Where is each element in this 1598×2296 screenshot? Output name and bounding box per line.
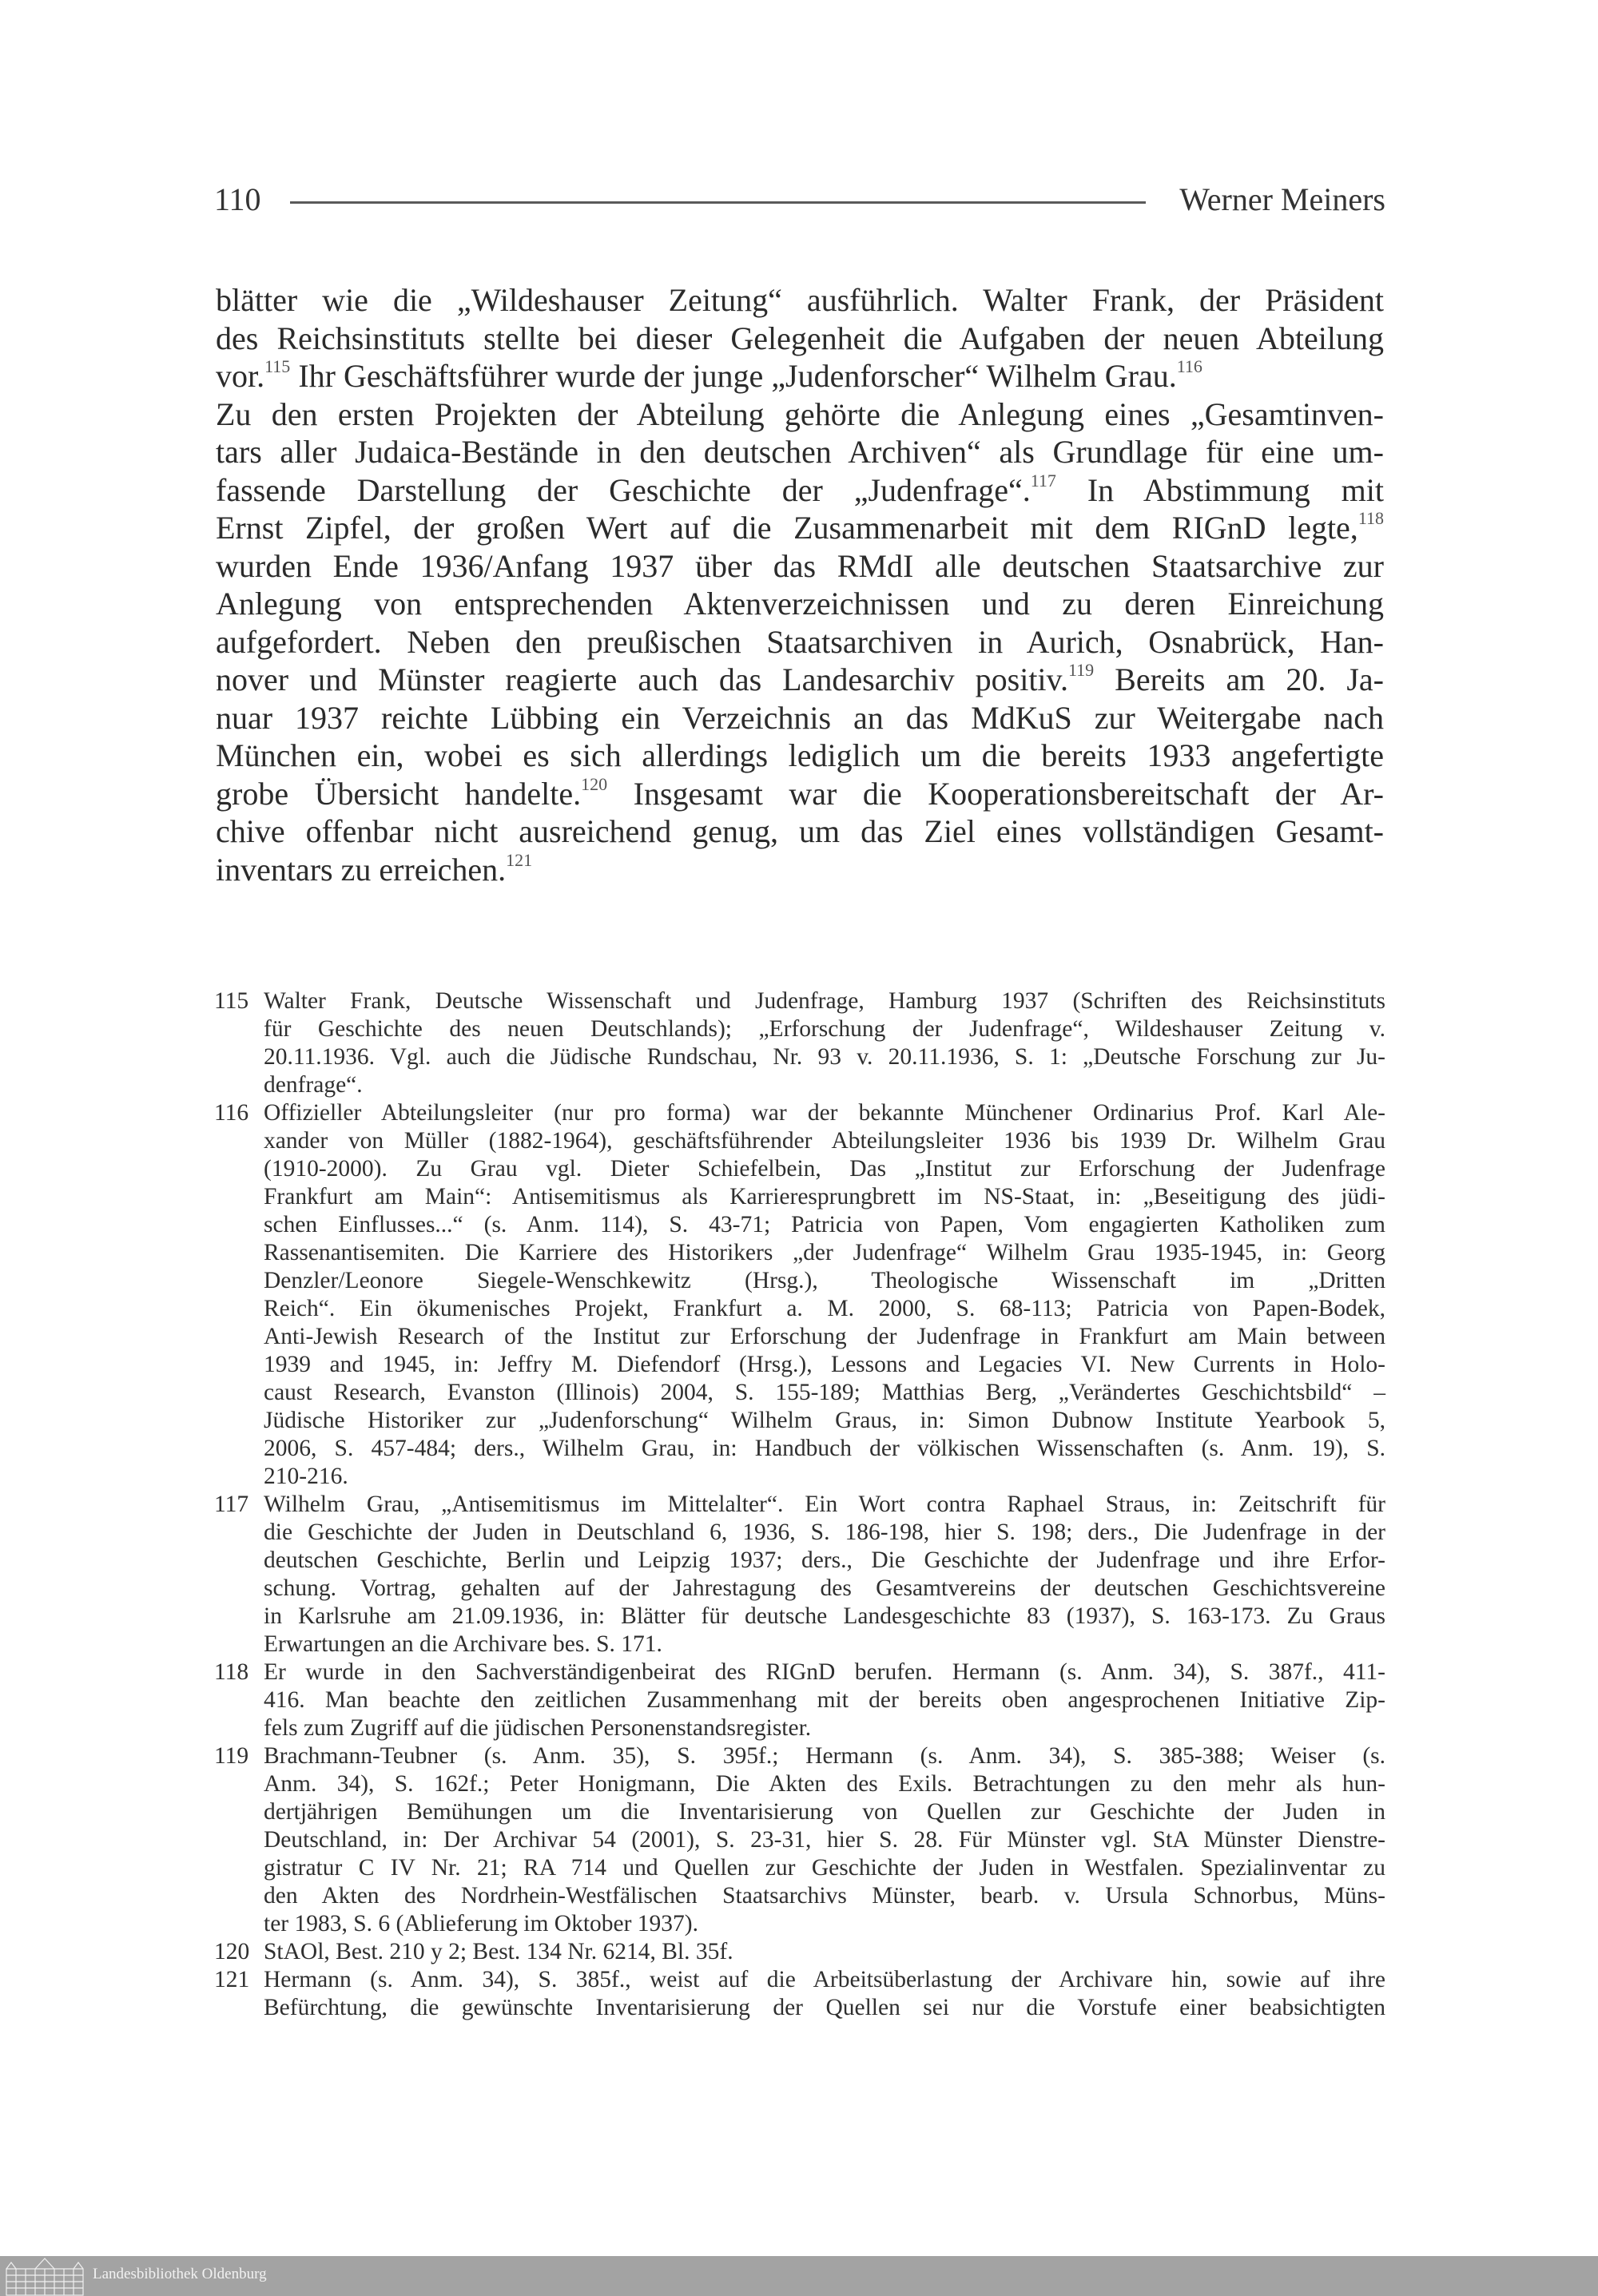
body-line-text: wurden Ende 1936/Anfang 1937 über das RMdI alle deutschen Staatsarchive zur — [216, 547, 1384, 584]
library-footer-bar — [0, 2256, 1598, 2296]
body-line — [216, 585, 1384, 623]
footnote-line: schen Einflusses...“ (s. Anm. 114), S. 43-71; Patricia von Papen, Vom engagierten Katholiken zum — [264, 1212, 1385, 1237]
footnote-116 — [214, 1099, 1385, 1491]
footnote-number: 117 — [214, 1492, 249, 1517]
footnote-line: StAOl, Best. 210 y 2; Best. 134 Nr. 6214, Bl. 35f. — [264, 1939, 733, 1964]
footnote-115 — [214, 987, 1385, 1099]
footnote-line: Hermann (s. Anm. 34), S. 385f., weist auf die Arbeitsüberlastung der Archivare hin, sowie auf ihre — [264, 1967, 1385, 1992]
footnote-line: 416. Man beachte den zeitlichen Zusammenhang mit der bereits oben angesprochenen Initiative Zip- — [264, 1687, 1385, 1713]
body-paragraphs — [216, 281, 1384, 888]
footnote-line: caust Research, Evanston (Illinois) 2004, S. 155-189; Matthias Berg, „Verändertes Geschichtsbild“ – — [264, 1380, 1385, 1405]
body-line-text: fassende Darstellung der Geschichte der „Judenfrage“. — [216, 471, 1031, 508]
footnote-ref-120[interactable]: 120 — [581, 773, 608, 794]
footnote-line: den Akten des Nordrhein-Westfälischen Staatsarchivs Münster, bearb. v. Ursula Schnorbus, Müns- — [264, 1883, 1385, 1909]
footnote-line: gistratur C IV Nr. 21; RA 714 und Quellen zur Geschichte der Juden in Westfalen. Spezialinventar zu — [264, 1855, 1385, 1881]
body-line-text: tars aller Judaica-Bestände in den deutschen Archiven“ als Grundlage für eine um- — [216, 434, 1384, 470]
footnote-119 — [214, 1742, 1385, 1938]
footnote-number: 121 — [214, 1967, 250, 1992]
library-name: Landesbibliothek Oldenburg — [93, 2266, 267, 2282]
footnote-line: in Karlsruhe am 21.09.1936, in: Blätter für deutsche Landesgeschichte 83 (1937), S. 163-173. Zu Graus — [264, 1603, 1385, 1629]
running-head-author: Werner Meiners — [1179, 181, 1385, 217]
page-header — [214, 177, 1385, 225]
footnote-number: 115 — [214, 988, 249, 1014]
body-line — [216, 775, 1384, 813]
footnote-117 — [214, 1491, 1385, 1658]
body-line-text: des Reichsinstituts stellte bei dieser Gelegenheit die Aufgaben der neuen Abteilung — [216, 320, 1384, 356]
footnote-line: Er wurde in den Sachverständigenbeirat des RIGnD berufen. Hermann (s. Anm. 34), S. 387f., 411- — [264, 1659, 1385, 1685]
footnote-line: dertjährigen Bemühungen um die Inventarisierung von Quellen zur Geschichte der Juden in — [264, 1799, 1385, 1825]
footnote-ref-118[interactable]: 118 — [1358, 508, 1384, 528]
body-line-text: Ihr Geschäftsführer wurde der junge „Judenforscher“ Wilhelm Grau. — [290, 358, 1177, 394]
body-line — [216, 661, 1384, 699]
footnote-line: Deutschland, in: Der Archivar 54 (2001), S. 23-31, hier S. 28. Für Münster vgl. StA Münster Dienstre- — [264, 1827, 1385, 1853]
body-line — [216, 623, 1384, 661]
footnote-line: Wilhelm Grau, „Antisemitismus im Mittelalter“. Ein Wort contra Raphael Straus, in: Zeitschrift für — [264, 1492, 1385, 1517]
footnote-line: Befürchtung, die gewünschte Inventarisierung der Quellen sei nur die Vorstufe einer beabsichtigten — [264, 1995, 1385, 2020]
footnote-number: 116 — [214, 1100, 249, 1126]
footnote-120 — [214, 1938, 1385, 1966]
footnote-line: 210-216. — [264, 1464, 348, 1489]
footnote-line: xander von Müller (1882-1964), geschäftsführender Abteilungsleiter 1936 bis 1939 Dr. Wilhelm Grau — [264, 1128, 1385, 1154]
body-line — [216, 395, 1384, 434]
body-line-text: aufgefordert. Neben den preußischen Staatsarchiven in Aurich, Osnabrück, Han- — [216, 623, 1384, 660]
body-line — [216, 851, 1384, 889]
footnote-line: die Geschichte der Juden in Deutschland 6, 1936, S. 186-198, hier S. 198; ders., Die Judenfrage in der — [264, 1519, 1385, 1545]
body-line-text: chive offenbar nicht ausreichend genug, um das Ziel eines vollständigen Gesamt- — [216, 813, 1384, 849]
footnote-line: Erwartungen an die Archivare bes. S. 171. — [264, 1631, 662, 1657]
body-line — [216, 357, 1384, 395]
footnote-ref-115[interactable]: 115 — [264, 356, 291, 376]
body-line-text: Insgesamt war die Kooperationsbereitschaft der Ar- — [607, 775, 1384, 812]
footnote-118 — [214, 1658, 1385, 1742]
footnote-ref-119[interactable]: 119 — [1067, 660, 1095, 680]
body-line-text: München ein, wobei es sich allerdings lediglich um die bereits 1933 angefertigte — [216, 737, 1384, 773]
footnote-number: 118 — [214, 1659, 249, 1685]
footnote-line: (1910-2000). Zu Grau vgl. Dieter Schiefelbein, Das „Institut zur Erforschung der Judenfrage — [264, 1156, 1385, 1182]
footnote-line: 1939 and 1945, in: Jeffry M. Diefendorf (Hrsg.), Lessons and Legacies VI. New Currents in Holo- — [264, 1352, 1385, 1377]
body-line-text: blätter wie die „Wildeshauser Zeitung“ ausführlich. Walter Frank, der Präsident — [216, 282, 1384, 318]
body-line — [216, 471, 1384, 510]
footnote-line: 20.11.1936. Vgl. auch die Jüdische Rundschau, Nr. 93 v. 20.11.1936, S. 1: „Deutsche Forschung zur Ju- — [264, 1044, 1385, 1070]
body-line — [216, 699, 1384, 737]
header-rule — [290, 201, 1146, 204]
footnote-line: ter 1983, S. 6 (Ablieferung im Oktober 1937). — [264, 1911, 699, 1937]
footnote-line: Denzler/Leonore Siegele-Wenschkewitz (Hrsg.), Theologische Wissenschaft im „Dritten — [264, 1268, 1385, 1293]
body-line-text: In Abstimmung mit — [1055, 471, 1385, 508]
footnote-line: Reich“. Ein ökumenisches Projekt, Frankfurt a. M. 2000, S. 68-113; Patricia von Papen-Bodek, — [264, 1296, 1385, 1321]
footnote-number: 120 — [214, 1939, 250, 1964]
body-line-text: nover und Münster reagierte auch das Landesarchiv positiv. — [216, 661, 1068, 697]
body-line-text: Zu den ersten Projekten der Abteilung gehörte die Anlegung eines „Gesamtinven- — [216, 395, 1384, 432]
body-line-text: inventars zu erreichen. — [216, 851, 507, 888]
footnote-line: schung. Vortrag, gehalten auf der Jahrestagung des Gesamtvereins der deutschen Geschichtsvereine — [264, 1575, 1385, 1601]
footnote-line: deutschen Geschichte, Berlin und Leipzig 1937; ders., Die Geschichte der Judenfrage und ihre Erfor- — [264, 1547, 1385, 1573]
footnote-ref-121[interactable]: 121 — [506, 849, 533, 870]
body-line — [216, 320, 1384, 358]
footnote-line: Jüdische Historiker zur „Judenforschung“ Wilhelm Graus, in: Simon Dubnow Institute Yearbook 5, — [264, 1408, 1385, 1433]
body-line-text: vor. — [216, 358, 265, 394]
body-line-text: grobe Übersicht handelte. — [216, 775, 582, 812]
body-line — [216, 812, 1384, 851]
body-line — [216, 433, 1384, 471]
body-line-text: Anlegung von entsprechenden Aktenverzeichnissen und zu deren Einreichung — [216, 586, 1384, 622]
body-line-text: nuar 1937 reichte Lübbing ein Verzeichnis an das MdKuS zur Weitergabe nach — [216, 699, 1384, 736]
footnote-line: Frankfurt am Main“: Antisemitismus als Karrieresprungbrett im NS-Staat, in: „Beseitigung des jüdi- — [264, 1184, 1385, 1210]
body-line-text: Bereits am 20. Ja- — [1094, 661, 1384, 697]
footnote-line: Walter Frank, Deutsche Wissenschaft und Judenfrage, Hamburg 1937 (Schriften des Reichsinstituts — [264, 988, 1385, 1014]
footnote-ref-117[interactable]: 117 — [1030, 470, 1056, 491]
footnote-line: für Geschichte des neuen Deutschlands); „Erforschung der Judenfrage“, Wildeshauser Zeitung v. — [264, 1016, 1385, 1042]
footnote-line: fels zum Zugriff auf die jüdischen Personenstandsregister. — [264, 1715, 812, 1741]
body-line — [216, 547, 1384, 586]
footnote-line: Offizieller Abteilungsleiter (nur pro forma) war der bekannte Münchener Ordinarius Prof. Karl Ale- — [264, 1100, 1385, 1126]
footnote-line: denfrage“. — [264, 1072, 363, 1098]
footnote-ref-116[interactable]: 116 — [1176, 356, 1202, 376]
library-building-icon — [5, 2258, 86, 2296]
footnote-line: Anm. 34), S. 162f.; Peter Honigmann, Die Akten des Exils. Betrachtungen zu den mehr als hun- — [264, 1771, 1385, 1797]
body-line — [216, 281, 1384, 320]
body-line-text: Ernst Zipfel, der großen Wert auf die Zusammenarbeit mit dem RIGnD legte, — [216, 510, 1358, 546]
body-line — [216, 737, 1384, 775]
body-line — [216, 509, 1384, 547]
footnote-line: Anti-Jewish Research of the Institut zur Erforschung der Judenfrage in Frankfurt am Main between — [264, 1324, 1385, 1349]
footnote-line: Rassenantisemiten. Die Karriere des Historikers „der Judenfrage“ Wilhelm Grau 1935-1945, in: Georg — [264, 1240, 1385, 1265]
footnote-line: Brachmann-Teubner (s. Anm. 35), S. 395f.; Hermann (s. Anm. 34), S. 385-388; Weiser (s. — [264, 1743, 1385, 1769]
footnote-121 — [214, 1966, 1385, 2022]
footnote-number: 119 — [214, 1743, 249, 1769]
footnote-line: 2006, S. 457-484; ders., Wilhelm Grau, in: Handbuch der völkischen Wissenschaften (s. Anm. 19), S. — [264, 1436, 1385, 1461]
page-number: 110 — [214, 181, 261, 217]
footnotes-section — [214, 987, 1385, 2022]
